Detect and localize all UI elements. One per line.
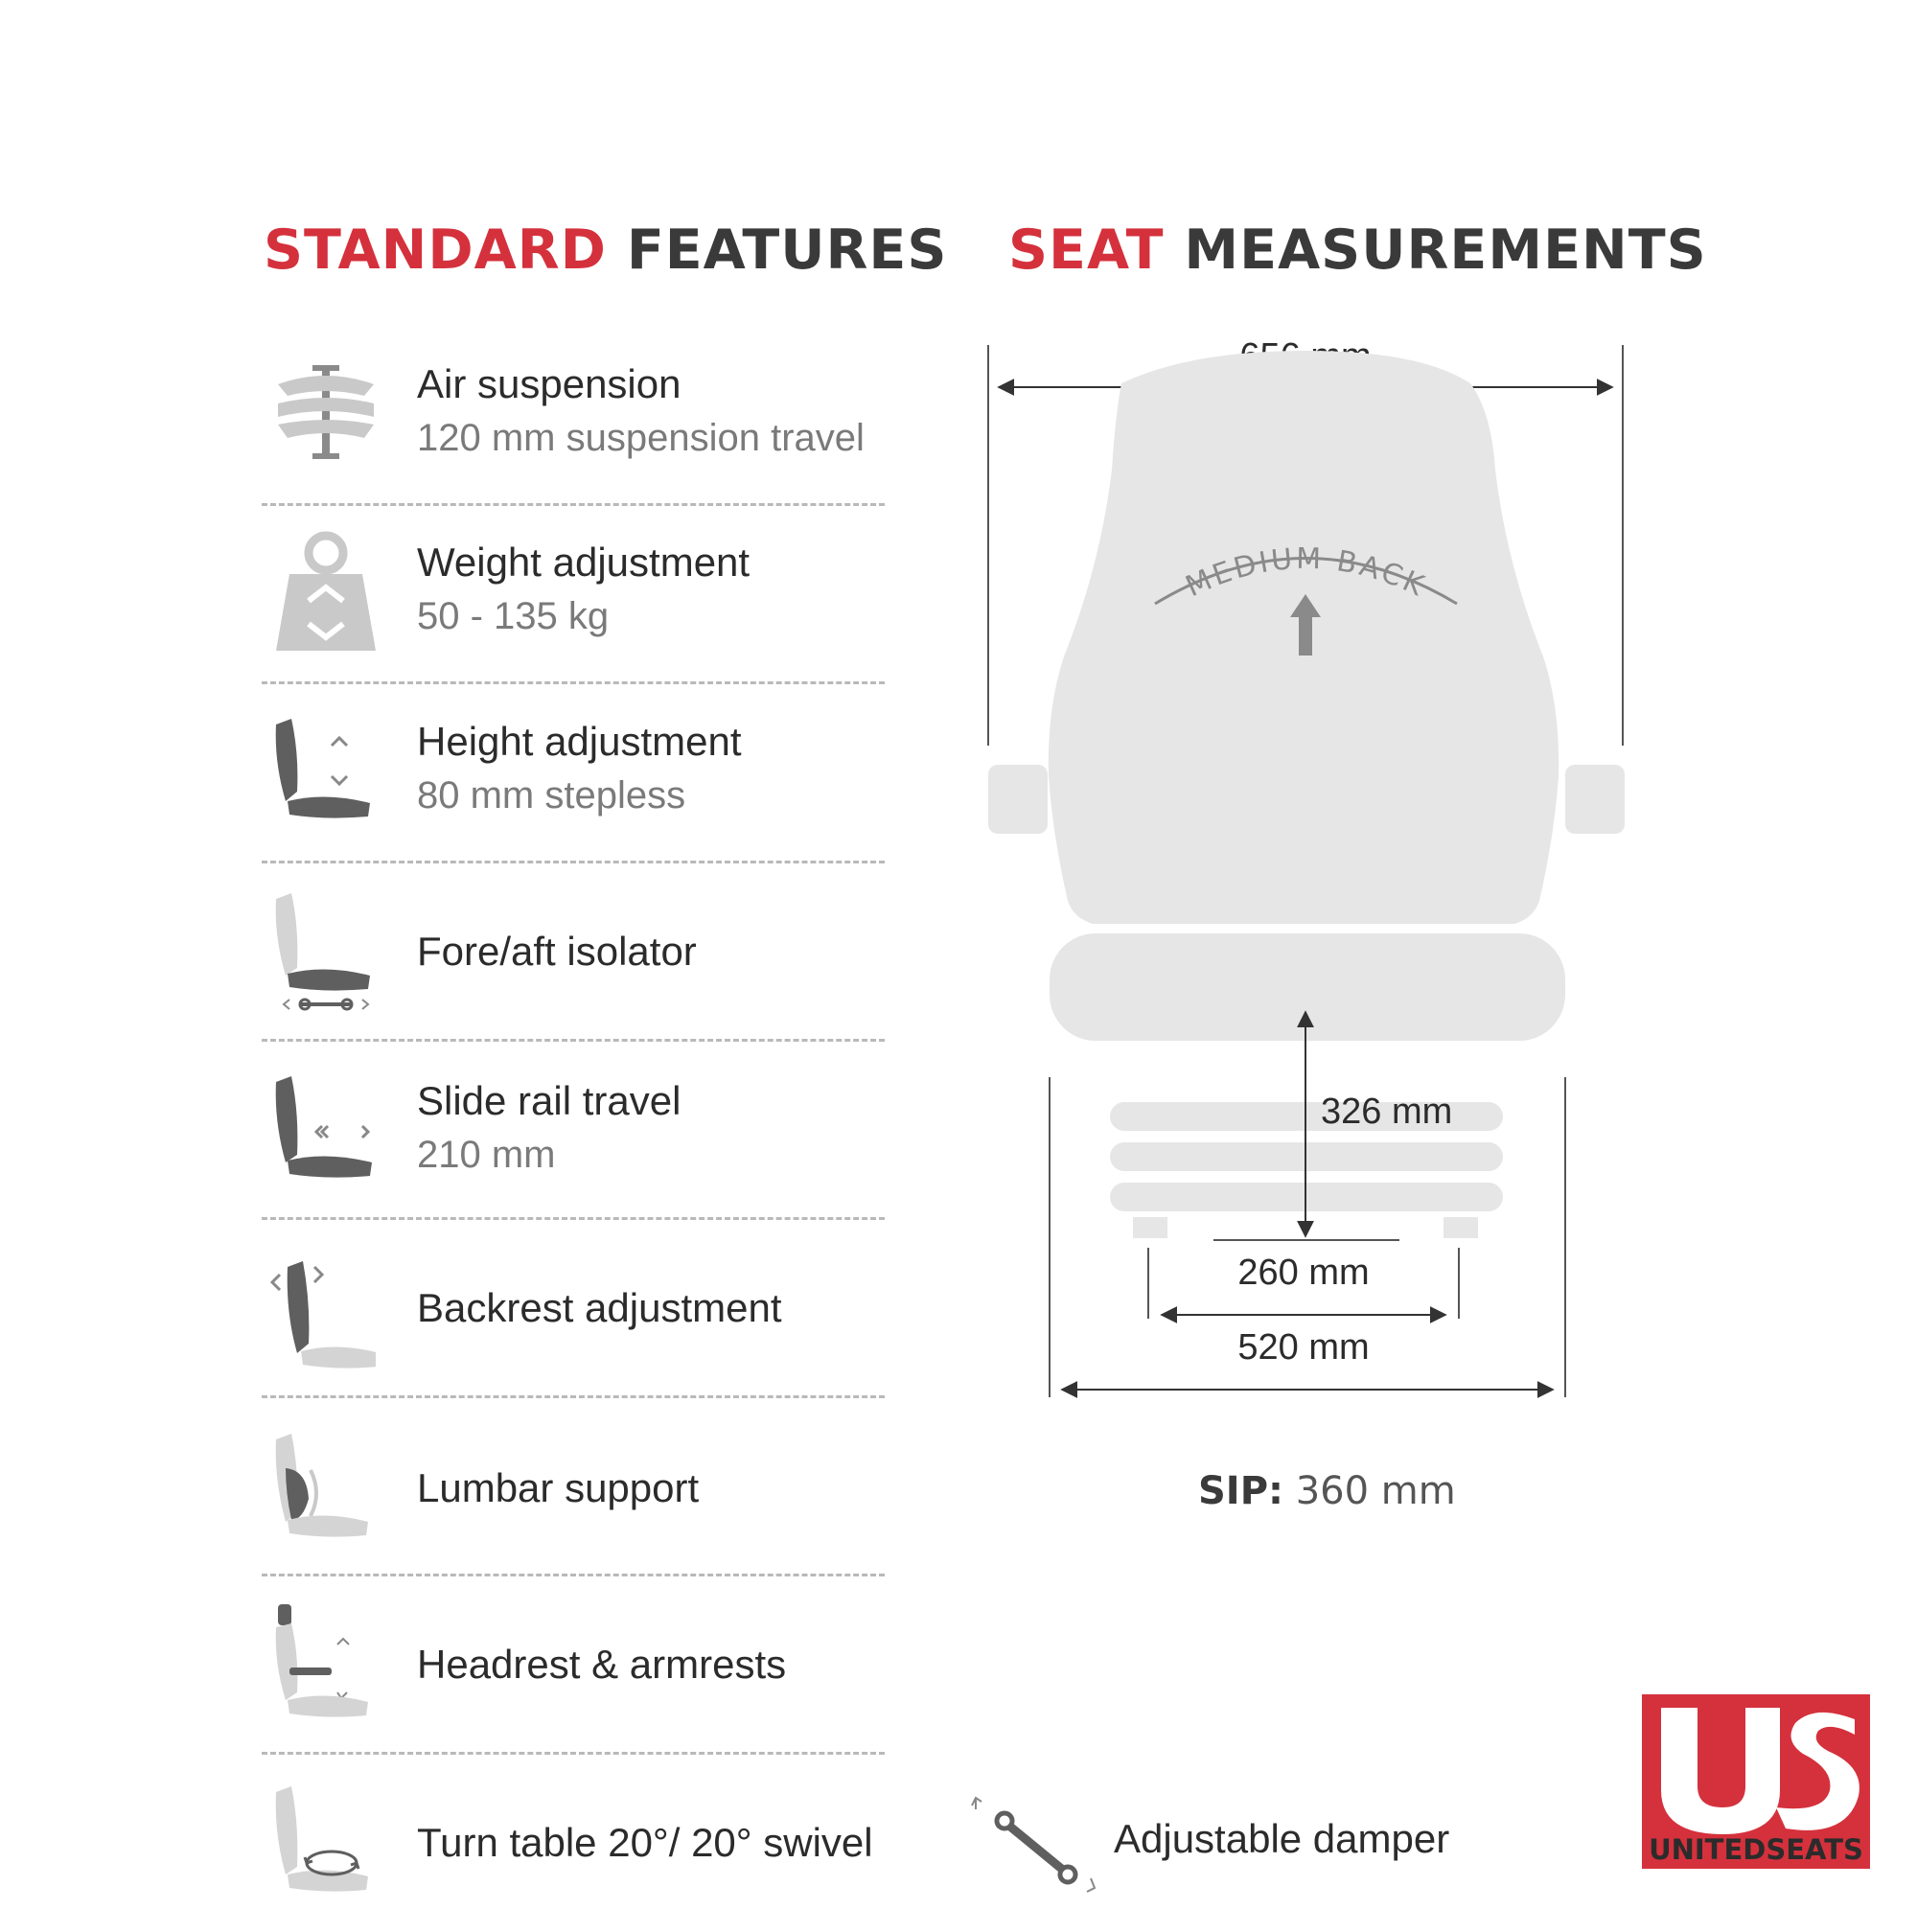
sip-key: SIP:: [1198, 1469, 1284, 1513]
headrest-armrest-icon: [268, 1593, 383, 1736]
heading-rest: FEATURES: [606, 218, 948, 282]
feature-title: Turn table 20°/ 20° swivel: [417, 1820, 873, 1865]
height-adjust-icon: [268, 696, 383, 840]
slide-rail-icon: [268, 1055, 383, 1199]
base-foot-left: [1133, 1217, 1167, 1238]
feature-title: Air suspension: [417, 360, 681, 406]
feature-subtitle: 80 mm stepless: [417, 773, 686, 816]
feature-backrest-adjustment: [259, 1219, 891, 1397]
sip-measurement: [1198, 1469, 1456, 1513]
feature-title: Slide rail travel: [417, 1077, 681, 1123]
feature-subtitle: 210 mm: [417, 1133, 556, 1176]
heading-accent: SEAT: [1008, 218, 1165, 282]
heading-rest: MEASUREMENTS: [1164, 218, 1707, 282]
fore-aft-isolator-icon: [268, 880, 383, 1024]
armrest-right: [1565, 765, 1625, 834]
standard-features-heading: [264, 218, 947, 282]
feature-fore-aft-isolator: [259, 862, 891, 1041]
seat-measurements-heading: [1008, 218, 1707, 282]
unitedseats-logo: [1642, 1694, 1870, 1869]
base-inner-label: 260 mm: [1237, 1253, 1370, 1293]
feature-title: Fore/aft isolator: [417, 929, 697, 974]
weight-icon: [268, 517, 383, 660]
feature-title: Lumbar support: [417, 1465, 700, 1510]
armrest-left: [988, 765, 1048, 834]
medium-back-label: MEDIUM BACK: [1180, 541, 1432, 605]
damper-icon: [968, 1792, 1102, 1898]
feature-title: Headrest & armrests: [417, 1642, 787, 1687]
feature-turn-table-swivel: [259, 1754, 891, 1932]
feature-lumbar-support: [259, 1399, 891, 1577]
feature-air-suspension: [259, 321, 891, 499]
feature-title: Weight adjustment: [417, 539, 751, 585]
seat-cushion: [1050, 933, 1565, 1041]
feature-title: Height adjustment: [417, 718, 742, 764]
base-outer-label: 520 mm: [1237, 1327, 1370, 1368]
feature-title: Backrest adjustment: [417, 1285, 782, 1330]
logo-text: UNITEDSEATS: [1649, 1833, 1863, 1866]
feature-weight-adjustment: [259, 499, 891, 678]
sip-value: 360 mm: [1283, 1469, 1456, 1513]
lumbar-icon: [268, 1416, 383, 1560]
feature-subtitle: 50 - 135 kg: [417, 594, 610, 637]
heading-accent: STANDARD: [264, 218, 607, 282]
air-suspension-icon: [268, 338, 383, 482]
feature-headrest-armrests: [259, 1576, 891, 1754]
feature-subtitle: 120 mm suspension travel: [417, 416, 865, 459]
feature-slide-rail-travel: [259, 1038, 891, 1216]
adjustable-damper-label: Adjustable damper: [1114, 1816, 1450, 1861]
feature-height-adjustment: [259, 678, 891, 857]
backrest-icon: [242, 1236, 376, 1380]
seat-measurement-diagram: [958, 326, 1649, 1418]
height-label: 326 mm: [1321, 1092, 1453, 1132]
divider: [262, 1395, 885, 1398]
swivel-icon: [268, 1771, 383, 1915]
base-foot-right: [1444, 1217, 1478, 1238]
